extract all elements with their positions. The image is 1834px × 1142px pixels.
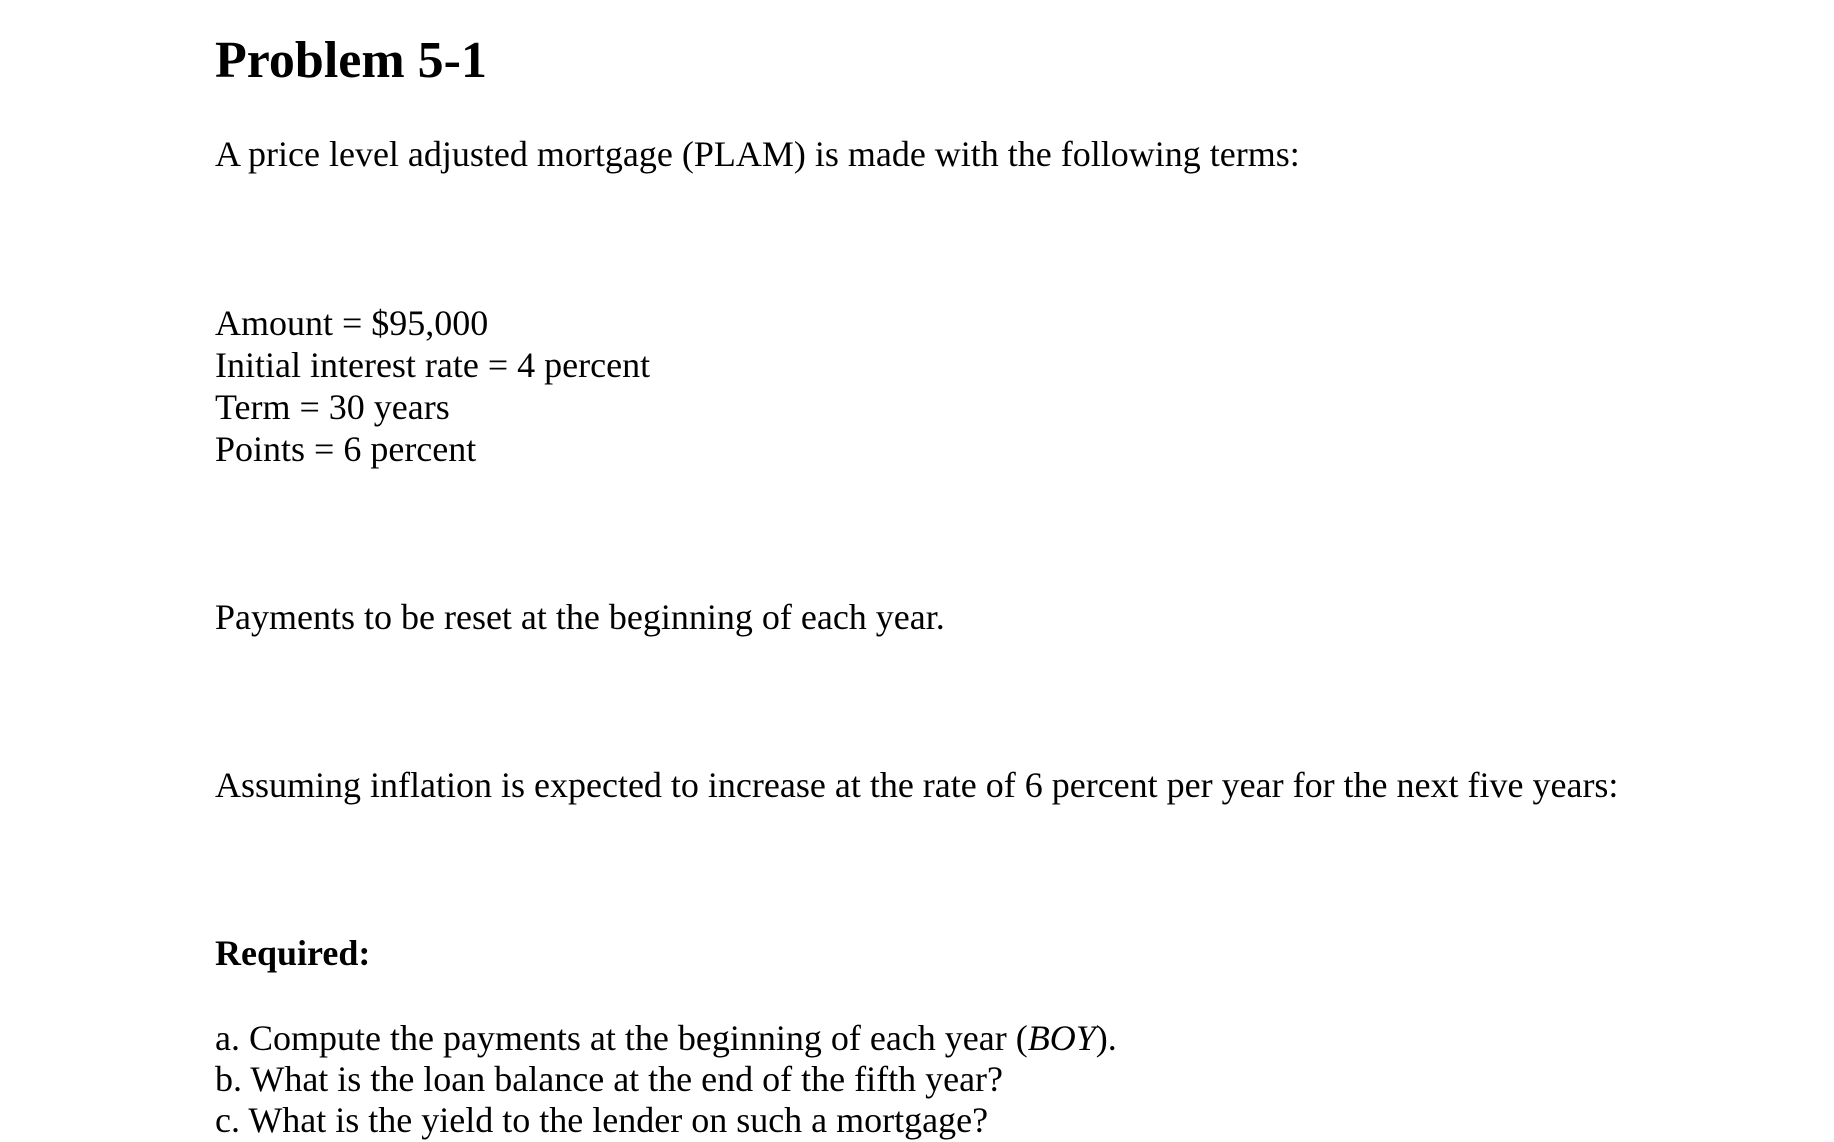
term-initial-interest-rate: Initial interest rate = 4 percent: [215, 345, 651, 385]
question-a-text: a. Compute the payments at the beginning of each year (: [215, 1018, 1028, 1058]
required-heading: Required:: [215, 933, 371, 973]
payment-reset-note: Payments to be reset at the beginning of each year.: [215, 597, 945, 637]
question-b: b. What is the loan balance at the end of the fifth year?: [215, 1059, 1004, 1099]
term-points: Points = 6 percent: [215, 429, 477, 469]
question-a-end: ).: [1095, 1018, 1117, 1058]
page-title: Problem 5-1: [215, 32, 487, 89]
question-a: [215, 1018, 1117, 1059]
term-amount: Amount = $95,000: [215, 303, 489, 343]
mortgage-terms-list: [215, 302, 650, 470]
questions-list: [215, 1018, 1117, 1141]
problem-document: [215, 0, 1775, 1142]
inflation-assumption: Assuming inflation is expected to increase at the rate of 6 percent per year for the next five years:: [215, 765, 1619, 805]
intro-paragraph: A price level adjusted mortgage (PLAM) is made with the following terms:: [215, 134, 1300, 174]
question-a-boy: BOY: [1027, 1018, 1096, 1058]
question-c: c. What is the yield to the lender on such a mortgage?: [215, 1100, 989, 1140]
term-length: Term = 30 years: [215, 387, 450, 427]
